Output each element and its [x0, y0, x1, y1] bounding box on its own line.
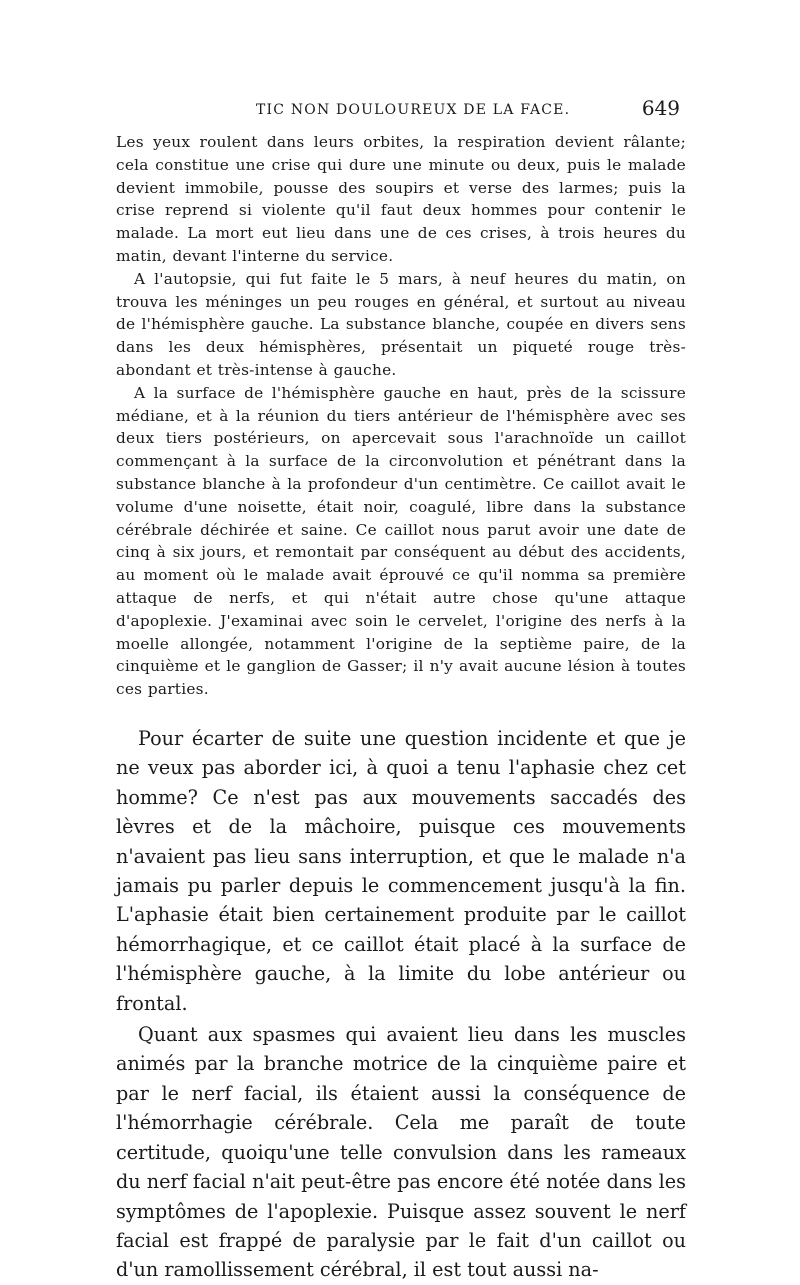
running-title: TIC NON DOULOUREUX DE LA FACE.: [256, 102, 571, 118]
observation-paragraph-2: A l'autopsie, qui fut faite le 5 mars, à neuf heures du matin, on trouva les méninges un peu rouges en général, et surtout au niveau de l'hémisphère gauche. La substance blanche, coupée en divers sens dans les deux hémisphères, présentait un piqueté rouge très-abondant et très-intense à gauche.: [116, 269, 686, 379]
case-observation: [116, 131, 686, 701]
author-commentary: [116, 724, 686, 1285]
observation-paragraph-3: A la surface de l'hémisphère gauche en haut, près de la scissure médiane, et à la réunion du tiers antérieur de l'hémisphère avec ses deux tiers postérieurs, on apercevait sous l'arachnoïde un caillot commençant à la surface de la circonvolution et pénétrant dans la substance blanche à la profondeur d'un centimètre. Ce caillot avait le volume d'une noisette, était noir, coagulé, libre dans la substance cérébrale déchirée et saine. Ce caillot nous parut avoir une date de cinq à six jours, et remontait par conséquent au début des accidents, au moment où le malade avait éprouvé ce qu'il nomma sa première attaque de nerfs, et qui n'était autre chose qu'une attaque d'apoplexie. J'examinai avec soin le cervelet, l'origine des nerfs à la moelle allongée, notamment l'origine de la septième paire, de la cinquième et le ganglion de Gasser; il n'y avait aucune lésion à toutes ces parties.: [116, 383, 686, 699]
running-head: [116, 96, 686, 126]
commentary-paragraph-1: Pour écarter de suite une question incidente et que je ne veux pas aborder ici, à quoi a tenu l'aphasie chez cet homme? Ce n'est pas aux mouvements saccadés des lèvres et de la mâchoire, puisque ces mouvements n'avaient pas lieu sans interruption, et que le malade n'a jamais pu parler depuis le commencement jusqu'à la fin. L'aphasie était bien certainement produite par le caillot hémorrhagique, et ce caillot était placé à la surface de l'hémisphère gauche, à la limite du lobe antérieur ou frontal.: [116, 727, 686, 1015]
page-number: 649: [641, 96, 680, 120]
commentary-paragraph-2: Quant aux spasmes qui avaient lieu dans les muscles animés par la branche motrice de la cinquième paire et par le nerf facial, ils étaient aussi la conséquence de l'hémorrhagie cérébrale. Cela me paraît de toute certitude, quoiqu'une telle convulsion dans les rameaux du nerf facial n'ait peut-être pas encore été notée dans les symptômes de l'apoplexie. Puisque assez souvent le nerf facial est frappé de paralysie par le fait d'un caillot ou d'un ramollissement cérébral, il est tout aussi na-: [116, 1023, 686, 1282]
observation-paragraph-1: Les yeux roulent dans leurs orbites, la respiration devient râlante; cela constitue une crise qui dure une minute ou deux, puis le malade devient immobile, pousse des soupirs et verse des larmes; puis la crise reprend si violente qu'il faut deux hommes pour contenir le malade. La mort eut lieu dans une de ces crises, à trois heures du matin, devant l'interne du service.: [116, 133, 686, 265]
